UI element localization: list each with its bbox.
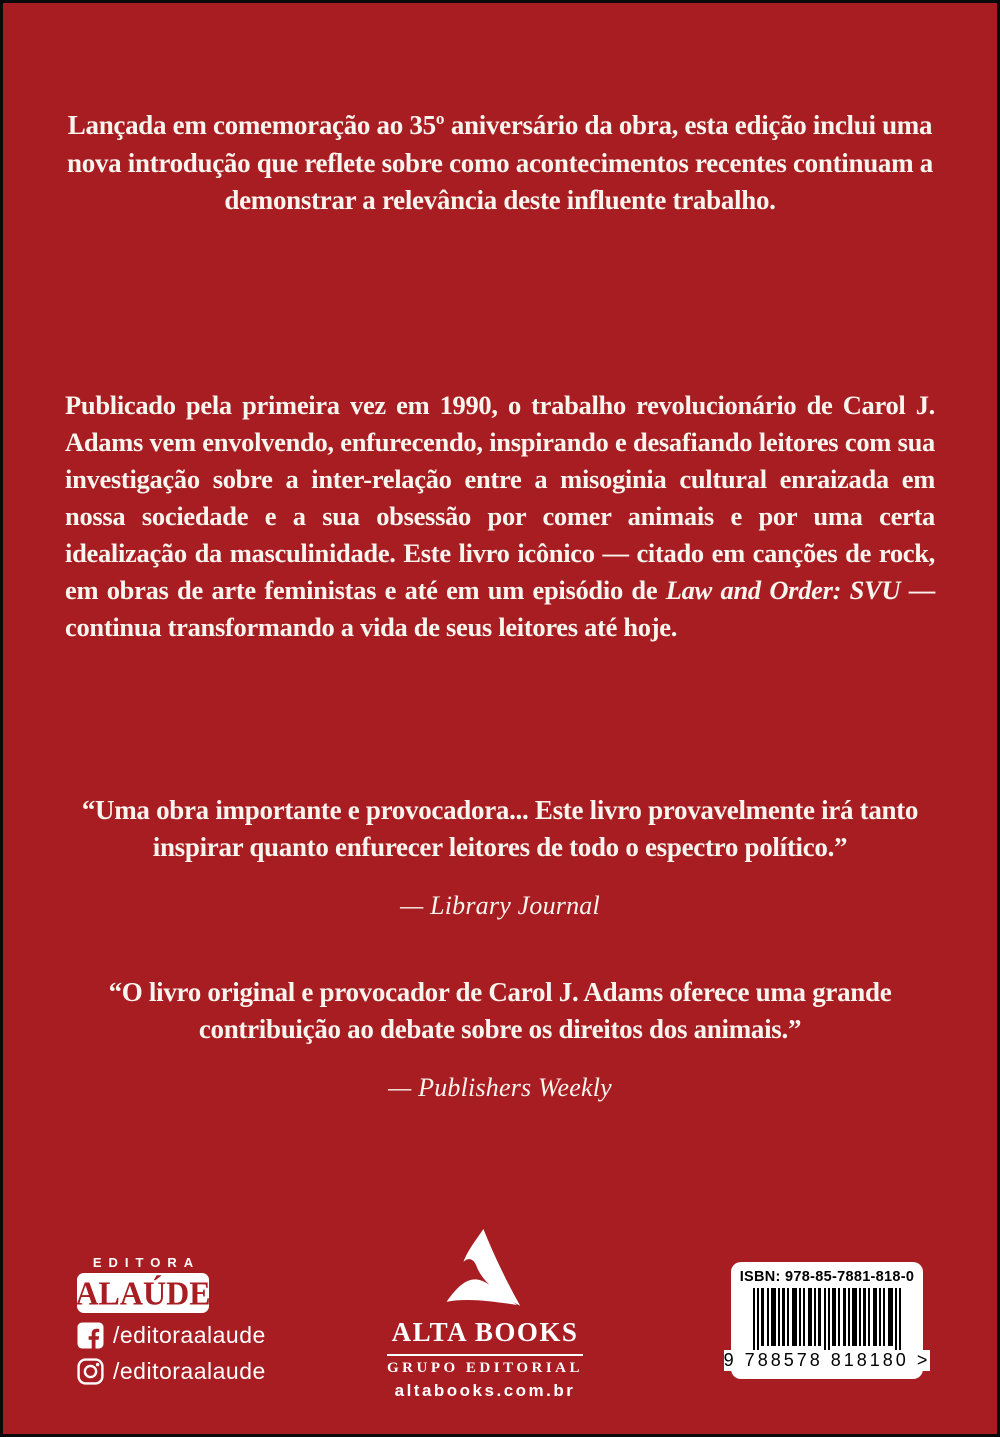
facebook-icon (77, 1322, 104, 1349)
facebook-handle: /editoraalaude (113, 1322, 266, 1348)
review-quote: “Uma obra importante e provocadora... Este livro provavelmente irá tanto inspirar quanto enfurecer leitores de todo o espectro político.” (81, 795, 919, 862)
barcode-bars (743, 1288, 911, 1354)
review-attribution: — Publishers Weekly (388, 1073, 612, 1102)
review-publishers-weekly (71, 974, 929, 1103)
alta-books-website: altabooks.com.br (394, 1381, 576, 1400)
synopsis-text-before: Publicado pela primeira vez em 1990, o trabalho revolucionário de Carol J. Adams vem envolvendo, enfurecendo, inspirando e desafiando leitores com sua investigação sobre a inter-relação entre a misoginia cultural enraizada em nossa sociedade e a sua obsessão por comer animais e por uma certa idealização da masculinidade. Este livro icônico — citado em canções de rock, em obras de arte feministas e até em um episódio de (65, 390, 935, 605)
review-attribution: — Library Journal (400, 891, 600, 920)
barcode-panel (723, 1262, 931, 1379)
alta-books-name: ALTA BOOKS (391, 1317, 579, 1347)
review-library-journal (71, 792, 929, 921)
alta-books-subtitle: GRUPO EDITORIAL (387, 1360, 583, 1376)
synopsis-paragraph (65, 387, 935, 646)
intro-paragraph: Lançada em comemoração ao 35º aniversário da obra, esta edição inclui uma nova introdução que reflete sobre como acontecimentos recentes continuam a demonstrar a relevância deste influente trabalho. (67, 110, 933, 215)
synopsis-italic-title: Law and Order: SVU (665, 575, 901, 605)
instagram-handle: /editoraalaude (113, 1358, 266, 1384)
instagram-row (77, 1358, 307, 1385)
instagram-icon (77, 1358, 104, 1385)
review-quote: “O livro original e provocador de Carol J. Adams oferece uma grande contribuição ao debate sobre os direitos dos animais.” (108, 977, 892, 1044)
alta-books-block (381, 1227, 589, 1401)
alaude-logo (77, 1273, 209, 1313)
synopsis-text-after: — continua transformando a vida de seus leitores até hoje. (65, 575, 935, 642)
alta-divider (387, 1354, 583, 1356)
isbn-label: ISBN: 978-85-7881-818-0 (739, 1269, 915, 1285)
facebook-row (77, 1322, 307, 1349)
editora-alaude-block (77, 1255, 307, 1385)
barcode-digits: 9 788578 818180 > (723, 1350, 931, 1370)
alaude-logo-text: ALAÚDE (75, 1273, 211, 1312)
alta-books-logo-icon (445, 1227, 525, 1311)
editora-label: EDITORA (92, 1255, 201, 1270)
